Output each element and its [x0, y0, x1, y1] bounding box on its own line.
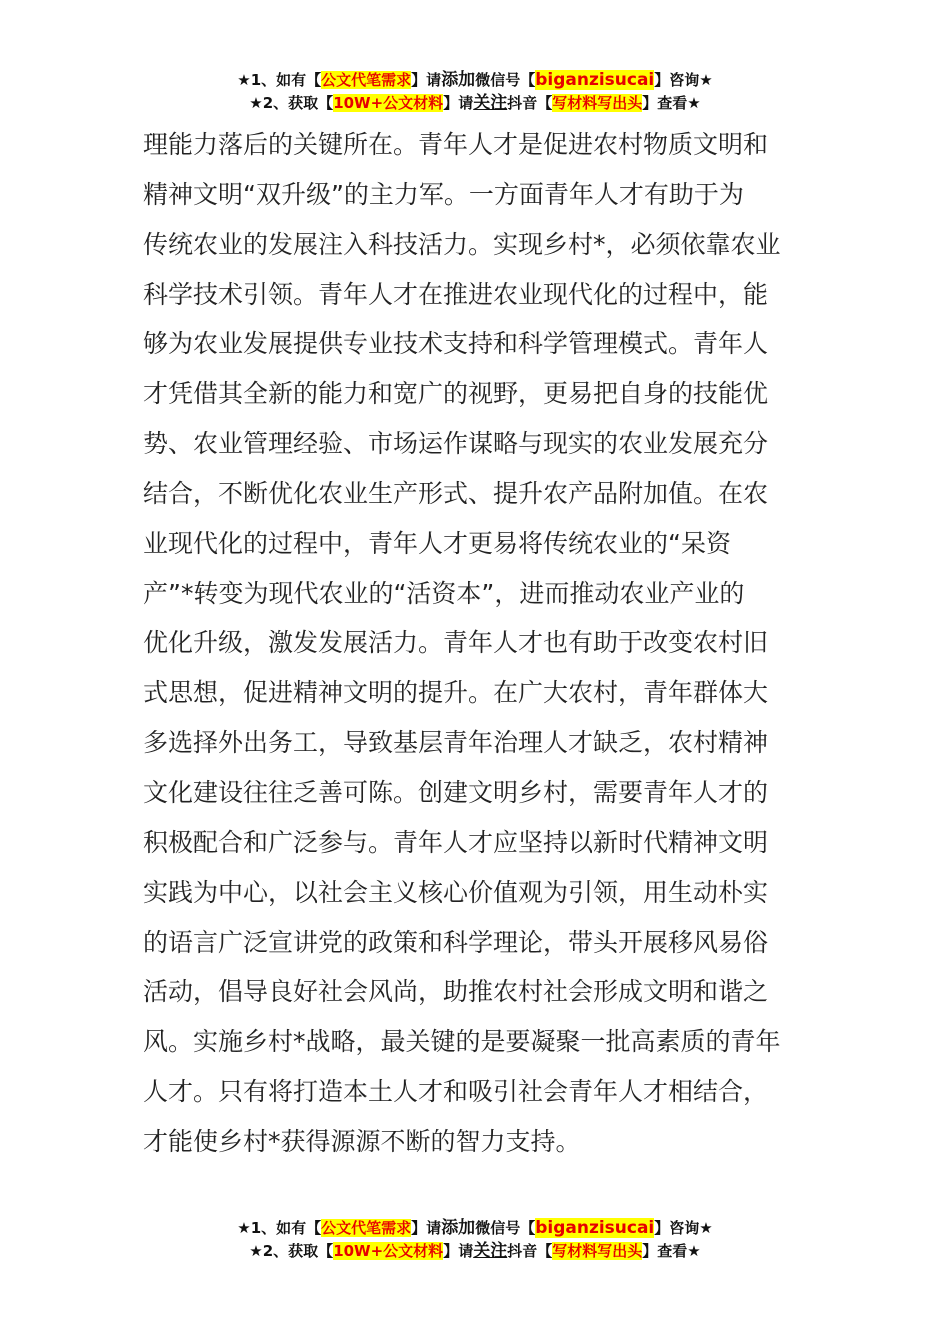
- body-line: 积极配合和广泛参与。青年人才应坚持以新时代精神文明: [143, 827, 769, 857]
- footer-line-2-emphasis: 关注: [473, 1241, 508, 1261]
- header-line-1-highlight-service: 公文代笔需求: [321, 71, 412, 89]
- header-line-1-mid2: 微信号【: [475, 71, 536, 89]
- footer-banner: [0, 1217, 950, 1263]
- header-line-2-prefix: ★2、获取【: [249, 94, 334, 112]
- header-line-2-highlight-materials: 10W+公文材料: [333, 94, 444, 112]
- body-line: 多选择外出务工，导致基层青年治理人才缺乏，农村精神: [143, 728, 769, 758]
- footer-line-2: [0, 1240, 950, 1263]
- body-line: 式思想，促进精神文明的提升。在广大农村，青年群体大: [143, 678, 769, 708]
- footer-line-2-mid2: 抖音【: [507, 1242, 553, 1260]
- header-banner: [0, 69, 950, 115]
- body-line: 传统农业的发展注入科技活力。实现乡村*，必须依靠农业: [143, 229, 781, 259]
- body-line: 业现代化的过程中，青年人才更易将传统农业的“呆资: [143, 528, 731, 558]
- header-line-1: [0, 69, 950, 92]
- footer-line-2-highlight-materials: 10W+公文材料: [333, 1242, 444, 1260]
- footer-line-1-highlight-service: 公文代笔需求: [321, 1219, 412, 1237]
- header-line-2-mid: 】请: [443, 94, 474, 112]
- body-line: 势、农业管理经验、市场运作谋略与现实的农业发展充分: [143, 429, 769, 459]
- body-line: 才凭借其全新的能力和宽广的视野，更易把自身的技能优: [143, 379, 769, 409]
- footer-line-2-suffix: 】查看★: [642, 1242, 701, 1260]
- footer-line-1-emphasis: 添加: [441, 1218, 476, 1238]
- body-line: 产”*转变为现代农业的“活资本”，进而推动农业产业的: [143, 578, 745, 608]
- footer-line-1-mid2: 微信号【: [475, 1219, 536, 1237]
- document-body: [143, 120, 811, 1167]
- body-line: 结合，不断优化农业生产形式、提升农产品附加值。在农: [143, 478, 769, 508]
- footer-line-2-prefix: ★2、获取【: [249, 1242, 334, 1260]
- footer-line-2-mid: 】请: [443, 1242, 474, 1260]
- body-line: 科学技术引领。青年人才在推进农业现代化的过程中，能: [143, 279, 769, 309]
- header-line-1-mid: 】请: [411, 71, 442, 89]
- header-line-2: [0, 92, 950, 115]
- body-line: 精神文明“双升级”的主力军。一方面青年人才有助于为: [143, 179, 744, 209]
- body-line: 理能力落后的关键所在。青年人才是促进农村物质文明和: [143, 130, 769, 159]
- body-line: 才能使乡村*获得源源不断的智力支持。: [143, 1126, 581, 1156]
- body-line: 人才。只有将打造本土人才和吸引社会青年人才相结合，: [143, 1077, 769, 1107]
- header-line-2-highlight-douyin: 写材料写出头: [552, 94, 643, 112]
- footer-line-1-mid: 】请: [411, 1219, 442, 1237]
- body-line: 实践为中心，以社会主义核心价值观为引领，用生动朴实: [143, 877, 769, 907]
- body-line: 文化建设往往乏善可陈。创建文明乡村，需要青年人才的: [143, 777, 769, 807]
- header-line-2-suffix: 】查看★: [642, 94, 701, 112]
- header-line-1-prefix: ★1、如有【: [237, 71, 322, 89]
- footer-line-2-highlight-douyin: 写材料写出头: [552, 1242, 643, 1260]
- header-line-2-emphasis: 关注: [473, 93, 508, 113]
- body-line: 优化升级，激发发展活力。青年人才也有助于改变农村旧: [143, 628, 769, 658]
- header-line-1-emphasis: 添加: [441, 70, 476, 90]
- footer-line-1: [0, 1217, 950, 1240]
- footer-line-1-prefix: ★1、如有【: [237, 1219, 322, 1237]
- footer-line-1-suffix: 】咨询★: [654, 1219, 713, 1237]
- header-line-1-suffix: 】咨询★: [654, 71, 713, 89]
- body-line: 活动，倡导良好社会风尚，助推农村社会形成文明和谐之: [143, 977, 769, 1007]
- header-line-1-highlight-wechat: biganzisucai: [535, 70, 655, 90]
- body-line: 风。实施乡村*战略，最关键的是要凝聚一批高素质的青年: [143, 1027, 781, 1057]
- footer-line-1-highlight-wechat: biganzisucai: [535, 1218, 655, 1238]
- header-line-2-mid2: 抖音【: [507, 94, 553, 112]
- body-line: 的语言广泛宣讲党的政策和科学理论，带头开展移风易俗: [143, 927, 769, 957]
- body-line: 够为农业发展提供专业技术支持和科学管理模式。青年人: [143, 329, 769, 359]
